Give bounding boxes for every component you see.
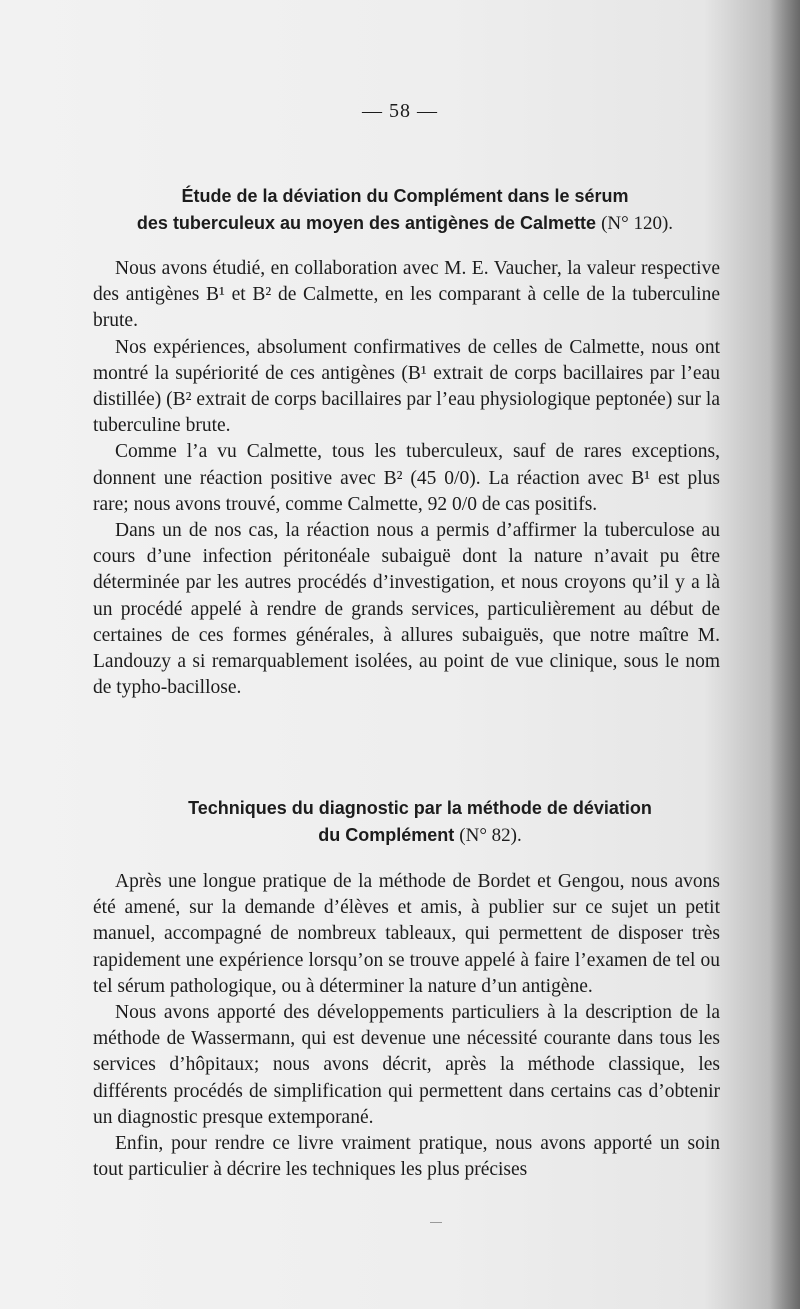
paragraph: Après une longue pratique de la méthode de Bordet et Gengou, nous avons été amené, sur la demande d’élèves et amis, à publier sur ce sujet un petit manuel, accompagné de nombreux tableaux, qui permettent de disposer très rapidement une expérience lorsqu’on se trouve appelé à faire l’examen de tel ou tel sérum pathologique, ou à déterminer la nature d’un antigène. [93,871,720,997]
publication-ref: (N° 82). [459,825,522,846]
paragraph: Enfin, pour rendre ce livre vraiment pratique, nous avons apporté un soin tout particulier à décrire les techniques les plus précises [93,1133,720,1181]
paragraph: Dans un de nos cas, la réaction nous a permis d’affirmer la tuberculose au cours d’une infection péritonéale subaiguë dont la nature n’avait pu être déterminée par les autres procédés d’investigation, et nous croyons qu’il y a là un procédé appelé à rendre de grands services, particulièrement au début de certaines de ces formes générales, à allures subaiguës, que notre maître M. Landouzy a si remarquablement isolées, au point de vue clinique, sous le nom de typho-bacillose. [93,520,720,699]
heading-line [100,822,740,849]
publication-ref: (N° 120). [601,213,674,234]
heading-line [85,210,725,237]
paragraph: Nos expériences, absolument confirmatives de celles de Calmette, nous ont montré la supériorité de ces antigènes (B¹ extrait de corps bacillaires par l’eau distillée) (B² extrait de corps bacillaires par l’eau physiologique peptonée) sur la tuberculine brute. [93,336,720,437]
section-body [93,869,720,1183]
heading-line-text: du Complément [318,825,455,845]
section-heading [85,183,725,237]
paragraph: Comme l’a vu Calmette, tous les tuberculeux, sauf de rares exceptions, donnent une réaction positive avec B² (45 0/0). La réaction avec B¹ est plus rare; nous avons trouvé, comme Calmette, 92 0/0 de cas positifs. [93,441,720,515]
paragraph: Nous avons étudié, en collaboration avec M. E. Vaucher, la valeur respective des antigènes B¹ et B² de Calmette, en les comparant à celle de la tuberculine brute. [93,258,720,332]
heading-line: Étude de la déviation du Complément dans le sérum [181,186,629,206]
section-heading [100,795,740,849]
page-number: — 58 — [362,100,438,122]
heading-line-text: des tuberculeux au moyen des antigènes de Calmette [136,213,597,233]
paragraph: Nous avons apporté des développements particuliers à la description de la méthode de Wassermann, qui est devenue une nécessité courante dans tous les services d’hôpitaux; nous avons décrit, après la méthode classique, les différents procédés de simplification qui permettent dans certains cas d’obtenir un diagnostic presque extemporané. [93,1002,720,1128]
heading-line: Techniques du diagnostic par la méthode de déviation [188,798,652,818]
binding-shadow [770,0,800,1309]
print-mark [430,1222,442,1223]
section-body [93,256,720,701]
